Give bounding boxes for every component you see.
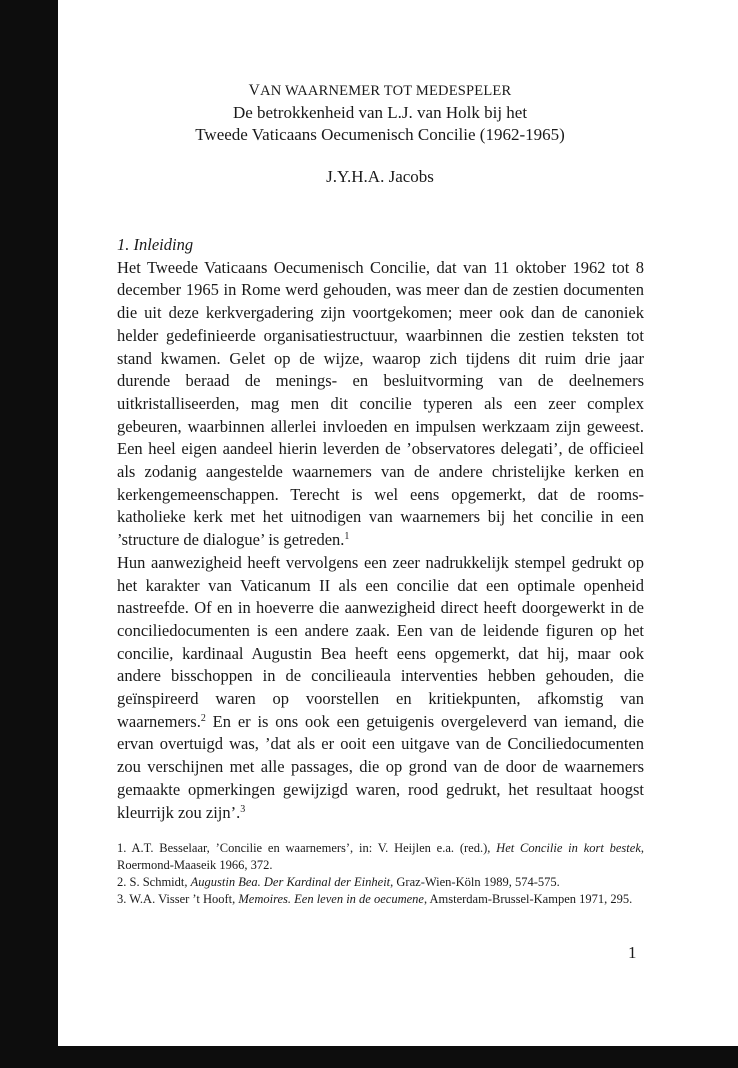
article-subtitle-line-1: De betrokkenheid van L.J. van Holk bij het bbox=[232, 103, 528, 122]
scan-left-border bbox=[0, 0, 58, 1068]
footnote-1: 1. A.T. Besselaar, ’Concilie en waarnemers’, in: V. Heijlen e.a. (red.), Het Concilie in kort bestek, Roermond-Maaseik 1966, 372. bbox=[117, 841, 644, 872]
section-heading: 1. Inleiding bbox=[117, 235, 194, 254]
paragraph-1: Het Tweede Vaticaans Oecumenisch Concilie, dat van 11 oktober 1962 tot 8 december 1965 in Rome werd gehouden, was meer dan de zestien documenten die uit deze kerkvergadering zijn voortgekomen; meer ook dan de canoniek helder gedefinieerde organisatiestructuur, waarbinnen die zestien teksten tot stand kwamen. Gelet op de wijze, waarop zich tijdens dit ruim drie jaar durende beraad de menings- en besluitvorming van de deelnemers uitkristalliseerden, mag men dit concilie typeren als een zeer complex gebeuren, waarbinnen allerlei invloeden en impulsen werkzaam zijn geweest. Een heel eigen aandeel hierin leverden de ’observatores delegati’, de officieel als zodanig aangestelde waarnemers van de andere christelijke kerken en kerkengemeenschappen. Terecht is wel eens opgemerkt, dat de rooms-katholieke kerk met het uitnodigen van waarnemers bij het concilie in een ’structure de dialogue’ is getreden.$^1$ bbox=[117, 257, 644, 550]
paragraph-2: Hun aanwezigheid heeft vervolgens een zeer nadrukkelijk stempel gedrukt op het karakter van Vaticanum II als een concilie dat een optimale openheid nastreefde. Of en in hoeverre die aanwezigheid direct heeft doorgewerkt in de conciliedocumenten is een andere zaak. Een van de leidende figuren op het concilie, kardinaal Augustin Bea heeft eens opgemerkt, dat hij, maar ook andere bisschoppen in de concilieaula interventies hebben gehouden, die geïnspireerd waren op voorstellen en kritiekpunten, afkomstig van waarnemers.$^2$ En er is ons ook een getuigenis overgeleverd van iemand, die ervan overtuigd was, ’dat als er ooit een uitgave van de Conciliedocumenten zou verschijnen met alle passages, die op grond van de door de waarnemers gemaakte opmerkingen gewijzigd waren, rood gedrukt, het resultaat hoogst kleurrijk zou zijn’.$^3$ bbox=[117, 552, 644, 822]
footnote-ref-1: 1 bbox=[344, 531, 350, 543]
footnote-ref-3: 3 bbox=[240, 803, 246, 815]
author-name: J.Y.H.A. Jacobs bbox=[326, 167, 434, 186]
article-subtitle-line-2: Tweede Vaticaans Oecumenisch Concilie (1962-1965) bbox=[195, 125, 565, 144]
footnote-ref-2: 2 bbox=[200, 712, 206, 724]
footnote-3: 3. W.A. Visser ’t Hooft, Memoires. Een leven in de oecumene, Amsterdam-Brussel-Kampen 1971, 295. bbox=[117, 892, 633, 906]
main-text bbox=[117, 234, 644, 824]
article-title: VAN WAARNEMER TOT MEDESPELER bbox=[248, 82, 512, 99]
footnote-2: 2. S. Schmidt, Augustin Bea. Der Kardinal der Einheit, Graz-Wien-Köln 1989, 574-575. bbox=[117, 875, 560, 889]
footnotes bbox=[117, 840, 644, 908]
scan-bottom-border bbox=[0, 1046, 738, 1068]
page-number: 1 bbox=[628, 943, 637, 962]
title-block bbox=[100, 80, 660, 188]
